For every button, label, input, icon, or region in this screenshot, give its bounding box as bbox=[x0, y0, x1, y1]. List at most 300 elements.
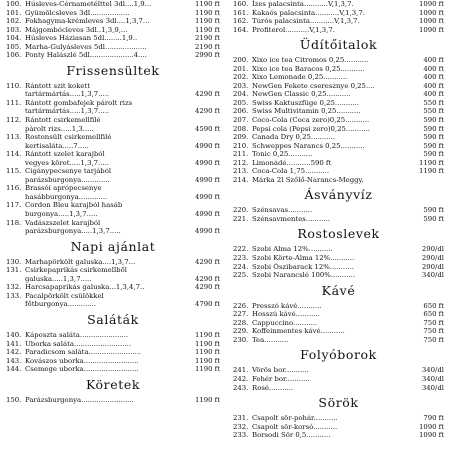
menu-left-column bbox=[6, 0, 220, 450]
item-price: 1090 ft bbox=[418, 25, 444, 34]
item-number: 104. bbox=[6, 34, 22, 43]
item-price: 1190 ft bbox=[194, 339, 220, 348]
item-name: Csemege uborka......................... bbox=[25, 365, 139, 374]
item-price: 1090 ft bbox=[418, 422, 444, 431]
item-price: 590 ft bbox=[423, 116, 444, 125]
item-name: NewGen Fekete cseresznye 0,25.... bbox=[252, 81, 375, 90]
item-detail-row bbox=[25, 275, 220, 284]
item-number: 150. bbox=[6, 395, 22, 404]
item-number: 144. bbox=[6, 365, 22, 374]
item-name: Tonic 0,25........... bbox=[252, 150, 313, 159]
item-detail-row bbox=[25, 125, 220, 134]
item-price: 400 ft bbox=[423, 90, 444, 99]
item-price: 1090 ft bbox=[418, 431, 444, 440]
salatak-list bbox=[6, 331, 220, 374]
item-number: 223. bbox=[233, 254, 249, 263]
menu-right-column bbox=[233, 0, 444, 450]
menu-item bbox=[233, 82, 444, 91]
item-price: 1190 ft bbox=[194, 365, 220, 374]
menu-item bbox=[6, 365, 220, 374]
item-name: Profiterol...........V,1,3,7. bbox=[252, 25, 335, 34]
item-body bbox=[25, 201, 220, 218]
item-number: 143. bbox=[6, 356, 22, 365]
menu-item bbox=[6, 184, 220, 201]
menu-item bbox=[233, 423, 444, 432]
item-number: 200. bbox=[233, 56, 249, 65]
item-name: Fehér bor........... bbox=[252, 374, 310, 383]
item-name: Koffeinmentes kávé........... bbox=[252, 327, 345, 336]
item-name: Xixo Lemonade 0,25........... bbox=[252, 73, 348, 82]
kave-list bbox=[233, 302, 444, 345]
menu-item bbox=[233, 414, 444, 423]
item-price: 340/dl bbox=[421, 366, 444, 375]
item-name: Tea........... bbox=[252, 335, 289, 344]
item-price: 2190 ft bbox=[194, 42, 220, 51]
item-number: 142. bbox=[6, 348, 22, 357]
section-title-folyoborok: Folyóborok bbox=[300, 347, 377, 363]
item-number: 209. bbox=[233, 133, 249, 142]
menu-item bbox=[233, 366, 444, 375]
menu-item bbox=[233, 125, 444, 134]
menu-item bbox=[6, 133, 220, 150]
koretek-list bbox=[6, 396, 220, 405]
item-number: 100. bbox=[6, 0, 22, 8]
frissensultek-list bbox=[6, 82, 220, 236]
menu-item bbox=[6, 99, 220, 116]
item-price: 1190 ft bbox=[194, 25, 220, 34]
uditoitalok-list bbox=[233, 56, 444, 184]
item-name: Rántott csirkemellfilé bbox=[25, 116, 101, 125]
menu-item bbox=[233, 107, 444, 116]
item-number: 113. bbox=[6, 133, 22, 142]
item-price: 340/dl bbox=[421, 374, 444, 383]
item-name: Pepsi cola (Pepsi zero)0,25........... bbox=[252, 124, 370, 133]
item-name: Cordon Bleu karajból hasáb bbox=[25, 201, 123, 210]
item-side: tartármártás.....1,3,7..... bbox=[25, 90, 110, 99]
item-number: 105. bbox=[6, 42, 22, 51]
menu-item bbox=[233, 99, 444, 108]
item-price: 750 ft bbox=[423, 318, 444, 327]
section-title-kave: Kávé bbox=[321, 282, 356, 298]
item-name: Kakaós palacsinta...........V,1,3,7. bbox=[252, 8, 365, 17]
item-price: 4290 ft bbox=[194, 107, 220, 116]
item-name: Káposzta saláta...................... bbox=[25, 330, 129, 339]
item-number: 110. bbox=[6, 81, 22, 90]
menu-item bbox=[233, 206, 444, 215]
menu-item bbox=[233, 73, 444, 82]
item-number: 106. bbox=[6, 51, 22, 60]
item-name: Rántott szelet karajból bbox=[25, 150, 105, 159]
item-side: hasábburgonya............. bbox=[25, 192, 108, 201]
item-side: vegyes köret.....1,3,7..... bbox=[25, 158, 109, 167]
item-price: 1190 ft bbox=[194, 330, 220, 339]
item-number: 207. bbox=[233, 116, 249, 125]
menu-item bbox=[233, 17, 444, 26]
menu-item bbox=[6, 82, 220, 99]
item-number: 229. bbox=[233, 327, 249, 336]
item-name: Szénsavas........... bbox=[252, 206, 313, 215]
menu-item bbox=[6, 348, 220, 357]
item-name: Coca-Cola 1,75........... bbox=[252, 167, 330, 176]
section-title-asvanyviz: Ásványvíz bbox=[304, 187, 373, 203]
item-price: 4290 ft bbox=[194, 274, 220, 283]
item-price: 400 ft bbox=[423, 81, 444, 90]
menu-item bbox=[233, 271, 444, 280]
item-number: 211. bbox=[233, 150, 249, 159]
section-title-sorok: Sörök bbox=[318, 395, 359, 411]
menu-item bbox=[6, 26, 220, 35]
item-number: 162. bbox=[233, 17, 249, 26]
item-price: 590 ft bbox=[423, 150, 444, 159]
item-name: Szobi Narancslé 100%........... bbox=[252, 271, 355, 280]
item-body bbox=[25, 82, 220, 99]
menu-item bbox=[233, 215, 444, 224]
menu-item bbox=[233, 254, 444, 263]
item-price: 1090 ft bbox=[418, 0, 444, 8]
item-price: 4990 ft bbox=[194, 210, 220, 219]
menu-item bbox=[6, 201, 220, 218]
item-detail-row bbox=[25, 300, 220, 309]
item-name: Fokhagyma-krémleves 3dl....1,3,7... bbox=[25, 17, 150, 26]
item-side: parázsburgonya............. bbox=[25, 175, 110, 184]
item-body bbox=[25, 219, 220, 236]
menu-item bbox=[6, 43, 220, 52]
item-number: 141. bbox=[6, 339, 22, 348]
item-price: 1190 ft bbox=[194, 0, 220, 8]
menu-item bbox=[233, 310, 444, 319]
item-body bbox=[25, 116, 220, 133]
menu-item bbox=[6, 34, 220, 43]
item-price: 650 ft bbox=[423, 301, 444, 310]
item-number: 225. bbox=[233, 271, 249, 280]
item-detail-row bbox=[25, 107, 220, 116]
item-price: 4990 ft bbox=[194, 227, 220, 236]
item-number: 131. bbox=[6, 266, 22, 275]
asvanyviz-list bbox=[233, 206, 444, 223]
rostoslevek-list bbox=[233, 245, 444, 279]
item-number: 101. bbox=[6, 8, 22, 17]
menu-item bbox=[233, 150, 444, 159]
menu-item bbox=[233, 431, 444, 440]
item-name: Marhapörkölt galuska....1,3,7... bbox=[25, 257, 136, 266]
menu-item bbox=[6, 357, 220, 366]
item-name: Hosszú kávé........... bbox=[252, 310, 320, 319]
item-name: Swiss Multivitamin 0,25........... bbox=[252, 107, 361, 116]
item-number: 222. bbox=[233, 245, 249, 254]
item-price: 290/dl bbox=[421, 262, 444, 271]
item-name: Rántott szit kokett bbox=[25, 81, 90, 90]
menu-item bbox=[6, 0, 220, 9]
item-number: 116. bbox=[6, 184, 22, 193]
item-side: tartármártás.....1,3,7..... bbox=[25, 107, 110, 116]
item-price: 2190 ft bbox=[194, 34, 220, 43]
section-title-uditoitalok: Üdítőitalok bbox=[299, 37, 378, 53]
item-price: 1190 ft bbox=[194, 395, 220, 404]
menu-item bbox=[233, 116, 444, 125]
item-price: 4790 ft bbox=[194, 300, 220, 309]
item-number: 114. bbox=[6, 150, 22, 159]
item-price: 790 ft bbox=[423, 414, 444, 423]
item-price: 1090 ft bbox=[418, 8, 444, 17]
item-name: Presszó kávé........... bbox=[252, 301, 322, 310]
item-price: 1190 ft bbox=[194, 348, 220, 357]
item-price: 290/dl bbox=[421, 245, 444, 254]
item-price: 750 ft bbox=[423, 327, 444, 336]
item-name: Rostonsült csirkemellfilé bbox=[25, 133, 112, 142]
menu-item bbox=[233, 167, 444, 176]
item-name: Paradicsom saláta........................ bbox=[25, 348, 142, 357]
item-number: 130. bbox=[6, 257, 22, 266]
menu-item bbox=[233, 159, 444, 168]
item-body bbox=[25, 150, 220, 167]
menu-item bbox=[233, 327, 444, 336]
menu-item bbox=[6, 219, 220, 236]
item-name: Pacalpörkölt csülökkel bbox=[25, 291, 104, 300]
item-name: Canada Dry 0,25........... bbox=[252, 133, 335, 142]
menu-item bbox=[233, 90, 444, 99]
item-price: 290/dl bbox=[421, 254, 444, 263]
item-price: 4990 ft bbox=[194, 141, 220, 150]
item-name: NewGen Classic 0,25........... bbox=[252, 90, 351, 99]
item-name: Szénsavmentes........... bbox=[252, 214, 330, 223]
item-number: 241. bbox=[233, 366, 249, 375]
menu-item bbox=[6, 17, 220, 26]
item-name: Csapolt sör-pohár........... bbox=[252, 414, 338, 423]
item-price: 4290 ft bbox=[194, 90, 220, 99]
menu-item bbox=[6, 331, 220, 340]
item-name: Brassói aprópecsenye bbox=[25, 184, 102, 193]
item-number: 232. bbox=[233, 422, 249, 431]
item-price: 2990 ft bbox=[194, 51, 220, 60]
item-name: Húsleves Háziasan 5dl........1,9.. bbox=[25, 34, 138, 43]
menu-item bbox=[6, 283, 220, 292]
item-side: burgonya.....1,3,7..... bbox=[25, 210, 98, 219]
item-side: párolt rizs.....1,3..... bbox=[25, 124, 94, 133]
item-side: parázsburgonya.....1,3,7..... bbox=[25, 227, 121, 236]
item-number: 118. bbox=[6, 218, 22, 227]
item-name: Xixo ice tea Citromos 0,25........... bbox=[252, 56, 369, 65]
item-name: Swiss Kaktuszfüge 0,25........... bbox=[252, 98, 359, 107]
item-side: főtburgonya............. bbox=[25, 300, 97, 309]
item-price: 1190 ft bbox=[418, 158, 444, 167]
item-number: 230. bbox=[233, 335, 249, 344]
item-number: 208. bbox=[233, 124, 249, 133]
item-name: Márka 2l Szőlő-Narancs-Meggy. bbox=[252, 175, 364, 184]
item-name: Kovászos uborka......................... bbox=[25, 356, 139, 365]
soups-list bbox=[6, 0, 220, 60]
item-name: Coco-Cola (Coca zero)0,25........... bbox=[252, 116, 370, 125]
menu-item bbox=[233, 336, 444, 345]
item-detail-row bbox=[25, 227, 220, 236]
item-number: 233. bbox=[233, 431, 249, 440]
item-body bbox=[25, 184, 220, 201]
item-body bbox=[25, 167, 220, 184]
desserts-list bbox=[233, 0, 444, 34]
napi-ajanlat-list bbox=[6, 258, 220, 309]
item-price: 4290 ft bbox=[194, 283, 220, 292]
section-title-frissensultek: Frissensültek bbox=[66, 62, 160, 78]
menu-item bbox=[233, 133, 444, 142]
menu-item bbox=[6, 266, 220, 283]
item-price: 1190 ft bbox=[418, 167, 444, 176]
item-price: 340/dl bbox=[421, 383, 444, 392]
item-name: Gyümölcsleves 3dl.................. bbox=[25, 8, 130, 17]
item-price: 400 ft bbox=[423, 56, 444, 65]
menu-item bbox=[6, 396, 220, 405]
item-price: 590 ft bbox=[423, 214, 444, 223]
item-body bbox=[25, 266, 220, 283]
item-number: 242. bbox=[233, 374, 249, 383]
item-number: 243. bbox=[233, 383, 249, 392]
item-detail-row bbox=[25, 176, 220, 185]
item-price: 750 ft bbox=[423, 335, 444, 344]
item-name: Cappuccino........... bbox=[252, 318, 318, 327]
section-title-napi-ajanlat: Napi ajánlat bbox=[70, 238, 156, 254]
item-number: 210. bbox=[233, 141, 249, 150]
item-price: 400 ft bbox=[423, 73, 444, 82]
item-body bbox=[25, 133, 220, 150]
item-price: 4990 ft bbox=[194, 192, 220, 201]
item-price: 4990 ft bbox=[194, 158, 220, 167]
item-price: 340/dl bbox=[421, 271, 444, 280]
item-number: 132. bbox=[6, 283, 22, 292]
item-price: 4590 ft bbox=[194, 124, 220, 133]
item-number: 117. bbox=[6, 201, 22, 210]
menu-item bbox=[233, 142, 444, 151]
item-number: 206. bbox=[233, 107, 249, 116]
item-detail-row bbox=[25, 142, 220, 151]
item-number: 111. bbox=[6, 98, 22, 107]
item-detail-row bbox=[25, 193, 220, 202]
item-name: Xixo ice tea Baracos 0,25........... bbox=[252, 64, 365, 73]
item-price: 1190 ft bbox=[194, 8, 220, 17]
item-number: 221. bbox=[233, 214, 249, 223]
item-number: 213. bbox=[233, 167, 249, 176]
item-name: Vadászszelet karajból bbox=[25, 218, 101, 227]
item-name: Húsleves-Cérnametélttel 3dl....1,9... bbox=[25, 0, 152, 8]
item-name: Ponty Halászlé 5dl....................4.... bbox=[25, 51, 147, 60]
item-price: 590 ft bbox=[423, 133, 444, 142]
item-name: Szobi Alma 12%........... bbox=[252, 245, 333, 254]
item-name: Ízes palacsinta...........V,1,3,7. bbox=[252, 0, 354, 8]
item-number: 224. bbox=[233, 262, 249, 271]
item-number: 115. bbox=[6, 167, 22, 176]
item-name: Cigánypecsenye tarjából bbox=[25, 167, 112, 176]
item-name: Borsodi Sör 0,5........... bbox=[252, 431, 331, 440]
menu-item bbox=[233, 302, 444, 311]
menu-item bbox=[233, 263, 444, 272]
item-number: 214. bbox=[233, 175, 249, 184]
item-name: Limonádé...........590 ft bbox=[252, 158, 332, 167]
menu-item bbox=[233, 9, 444, 18]
section-title-rostoslevek: Rostoslevek bbox=[297, 226, 380, 242]
folyoborok-list bbox=[233, 366, 444, 392]
item-name: Vörös bor........... bbox=[252, 366, 309, 375]
item-number: 204. bbox=[233, 90, 249, 99]
item-detail-row bbox=[25, 210, 220, 219]
item-price: 590 ft bbox=[423, 124, 444, 133]
menu-item bbox=[6, 292, 220, 309]
item-name: Szobi Körte-Alma 12%........... bbox=[252, 254, 355, 263]
item-number: 112. bbox=[6, 116, 22, 125]
item-side: galuska.....1,3,7..... bbox=[25, 274, 92, 283]
item-price: 550 ft bbox=[423, 107, 444, 116]
item-name: Rántott gombafejek párolt rizs bbox=[25, 98, 133, 107]
menu-item bbox=[6, 258, 220, 267]
item-number: 133. bbox=[6, 291, 22, 300]
item-price: 590 ft bbox=[423, 206, 444, 215]
item-name: Túrós palacsinta...........V,1,3,7. bbox=[252, 17, 360, 26]
menu-item bbox=[233, 245, 444, 254]
item-number: 231. bbox=[233, 414, 249, 423]
menu-item bbox=[6, 340, 220, 349]
item-name: Rosé........... bbox=[252, 383, 294, 392]
item-name: Schweppes Narancs 0,25........... bbox=[252, 141, 365, 150]
menu-item bbox=[233, 26, 444, 35]
item-detail-row bbox=[25, 159, 220, 168]
menu-item bbox=[6, 51, 220, 60]
item-number: 203. bbox=[233, 81, 249, 90]
menu-item bbox=[6, 167, 220, 184]
item-name: Marha-Gulyásleves 5dl................... bbox=[25, 42, 147, 51]
menu-item bbox=[6, 150, 220, 167]
sorok-list bbox=[233, 414, 444, 440]
item-number: 220. bbox=[233, 206, 249, 215]
item-name: Uborka saláta.......................... bbox=[25, 339, 131, 348]
item-body bbox=[25, 292, 220, 309]
item-price: 400 ft bbox=[423, 64, 444, 73]
item-name: Csirkepaprikás csirkemellből bbox=[25, 266, 127, 275]
menu-item bbox=[233, 319, 444, 328]
item-number: 205. bbox=[233, 98, 249, 107]
item-name: Szobi Őszibarack 12%........... bbox=[252, 262, 354, 271]
item-price: 1190 ft bbox=[194, 17, 220, 26]
item-price: 1090 ft bbox=[418, 17, 444, 26]
item-number: 140. bbox=[6, 330, 22, 339]
item-number: 228. bbox=[233, 318, 249, 327]
item-name: Harcsapaprikás galuska...1,3,4,7.. bbox=[25, 283, 145, 292]
menu-item bbox=[233, 56, 444, 65]
menu-item bbox=[233, 384, 444, 393]
item-name: Parázsburgonya........................ bbox=[25, 395, 134, 404]
item-price: 650 ft bbox=[423, 310, 444, 319]
item-number: 202. bbox=[233, 73, 249, 82]
item-number: 102. bbox=[6, 17, 22, 26]
menu-item bbox=[6, 116, 220, 133]
item-name: Májgombócleves 3dl..1,3,9,... bbox=[25, 25, 128, 34]
menu-item bbox=[233, 0, 444, 9]
item-number: 164. bbox=[233, 25, 249, 34]
menu-item bbox=[233, 65, 444, 74]
item-number: 226. bbox=[233, 301, 249, 310]
item-price: 550 ft bbox=[423, 98, 444, 107]
item-number: 201. bbox=[233, 64, 249, 73]
item-number: 103. bbox=[6, 25, 22, 34]
item-number: 161. bbox=[233, 8, 249, 17]
item-body bbox=[25, 99, 220, 116]
item-name: Csapolt sör-korsó........... bbox=[252, 422, 338, 431]
item-number: 160. bbox=[233, 0, 249, 8]
item-detail-row bbox=[25, 90, 220, 99]
item-price: 1190 ft bbox=[194, 356, 220, 365]
item-side: kertisaláta.....7..... bbox=[25, 141, 89, 150]
item-number: 227. bbox=[233, 310, 249, 319]
item-number: 212. bbox=[233, 158, 249, 167]
menu-item bbox=[233, 375, 444, 384]
menu-item bbox=[6, 9, 220, 18]
item-price: 4290 ft bbox=[194, 257, 220, 266]
section-title-koretek: Köretek bbox=[85, 376, 141, 392]
